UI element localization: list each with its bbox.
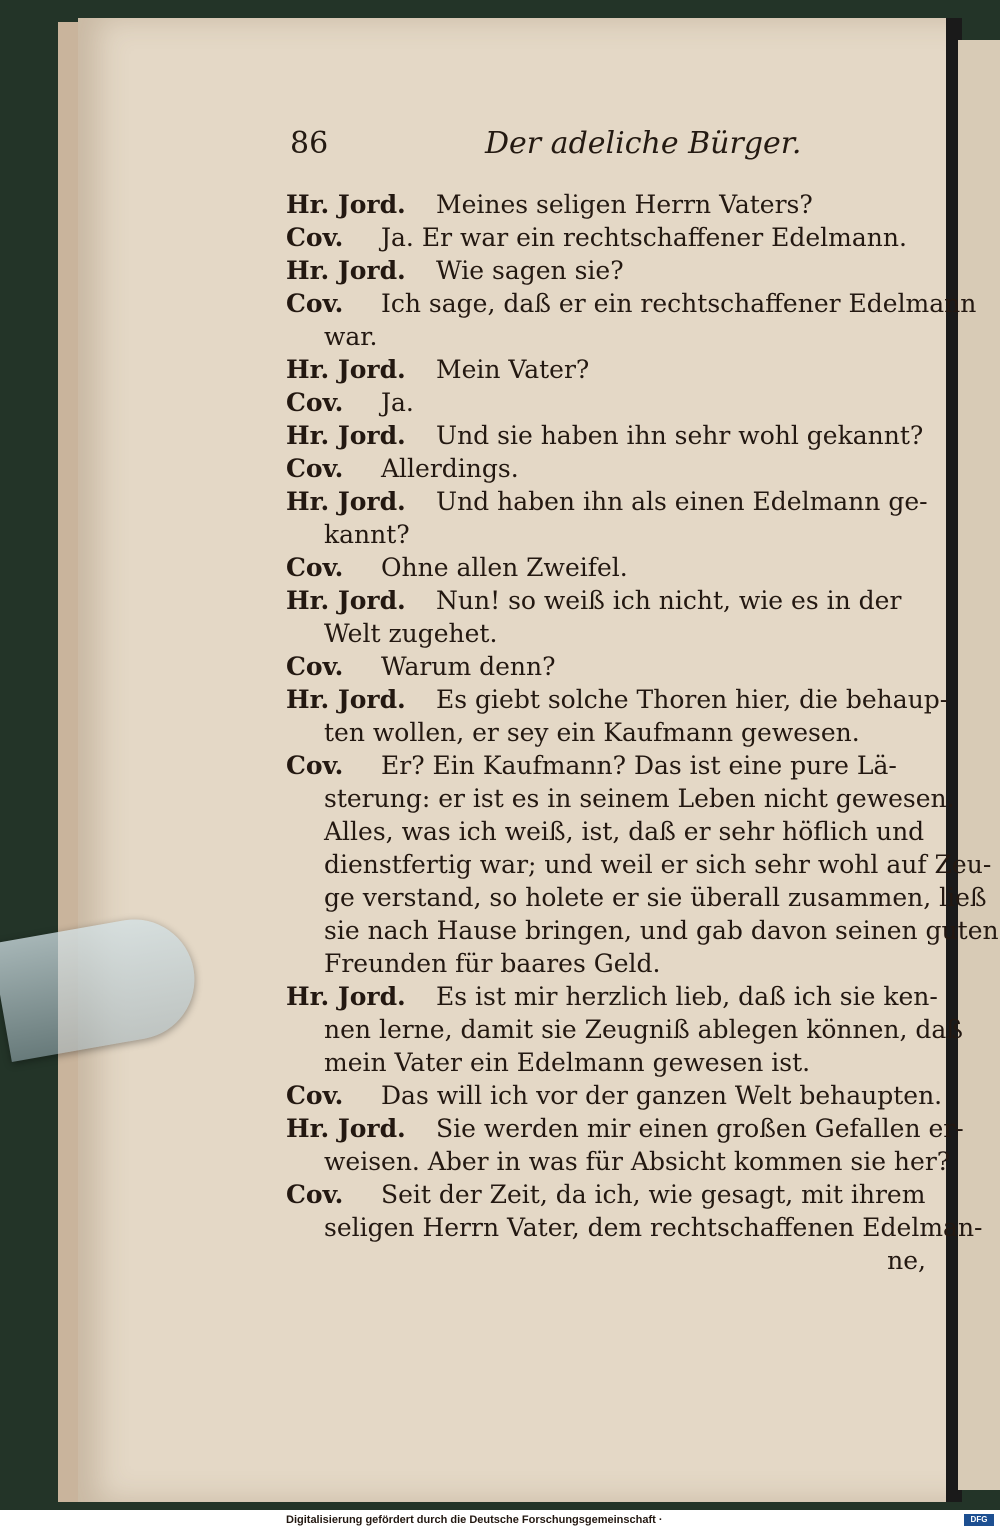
dialogue-text <box>286 188 999 1277</box>
line-text: mein Vater ein Edelmann gewesen ist. <box>324 1048 811 1077</box>
line-text: nen lerne, damit sie Zeugniß ablegen können, daß <box>324 1015 964 1044</box>
text-line <box>286 254 926 287</box>
running-title: Der adeliche Bürger. <box>485 126 802 161</box>
line-text: Es ist mir herzlich lieb, daß ich sie ken- <box>436 982 938 1011</box>
line-text: Meines seligen Herrn Vaters? <box>436 190 813 219</box>
speaker-name: Cov. <box>286 553 344 582</box>
line-text: kannt? <box>324 520 410 549</box>
text-line <box>286 188 926 221</box>
line-text: Ich sage, daß er ein rechtschaffener Edelmann <box>381 289 977 318</box>
line-text: Es giebt solche Thoren hier, die behaup- <box>436 685 949 714</box>
text-line <box>286 1079 943 1112</box>
text-line <box>286 914 999 947</box>
line-text: Welt zugehet. <box>324 619 498 648</box>
line-text: weisen. Aber in was für Absicht kommen sie her? <box>324 1147 951 1176</box>
footer-credit: Digitalisierung gefördert durch die Deutsche Forschungsgemeinschaft · <box>286 1514 663 1526</box>
line-text: ge verstand, so holete er sie überall zusammen, ließ <box>324 883 987 912</box>
speaker-name: Hr. Jord. <box>286 487 406 516</box>
line-text: Mein Vater? <box>436 355 590 384</box>
text-line <box>286 320 926 353</box>
speaker-name: Hr. Jord. <box>286 421 406 450</box>
text-line <box>286 221 926 254</box>
speaker-name: Cov. <box>286 388 344 417</box>
text-line <box>286 518 926 551</box>
speaker-name: Cov. <box>286 454 344 483</box>
text-line <box>286 749 926 782</box>
line-text: dienstfertig war; und weil er sich sehr wohl auf Zeu- <box>324 850 992 879</box>
line-text: Und sie haben ihn sehr wohl gekannt? <box>436 421 924 450</box>
text-line <box>286 1013 964 1046</box>
speaker-name: Hr. Jord. <box>286 1114 406 1143</box>
text-line <box>286 683 949 716</box>
line-text: Und haben ihn als einen Edelmann ge- <box>436 487 928 516</box>
text-line <box>286 716 926 749</box>
line-text: Nun! so weiß ich nicht, wie es in der <box>436 586 902 615</box>
line-text: Das will ich vor der ganzen Welt behaupten. <box>381 1081 943 1110</box>
line-text: sie nach Hause bringen, und gab davon seinen guten <box>324 916 999 945</box>
text-line <box>286 1211 983 1244</box>
page-number: 86 <box>290 126 329 161</box>
text-line <box>286 617 926 650</box>
text-line <box>286 980 938 1013</box>
speaker-name: Cov. <box>286 652 344 681</box>
line-text: Warum denn? <box>381 652 556 681</box>
text-line <box>286 650 926 683</box>
text-line <box>286 815 926 848</box>
text-line <box>286 1046 926 1079</box>
speaker-name: Cov. <box>286 751 344 780</box>
text-line <box>286 452 926 485</box>
speaker-name: Hr. Jord. <box>286 355 406 384</box>
text-line <box>286 584 926 617</box>
line-text: Ja. Er war ein rechtschaffener Edelmann. <box>381 223 907 252</box>
text-line <box>286 386 926 419</box>
text-line <box>286 287 977 320</box>
text-line <box>286 551 926 584</box>
text-line <box>286 881 987 914</box>
speaker-name: Hr. Jord. <box>286 190 406 219</box>
text-line <box>286 485 926 518</box>
speaker-name: Cov. <box>286 289 344 318</box>
speaker-name: Cov. <box>286 1081 344 1110</box>
line-text: Ohne allen Zweifel. <box>381 553 628 582</box>
line-text: war. <box>324 322 378 351</box>
line-text: Wie sagen sie? <box>436 256 624 285</box>
line-text: Alles, was ich weiß, ist, daß er sehr höflich und <box>324 817 925 846</box>
line-text: seligen Herrn Vater, dem rechtschaffenen Edelman- <box>324 1213 983 1242</box>
text-line <box>286 1112 964 1145</box>
line-text: Sie werden mir einen großen Gefallen er- <box>436 1114 964 1143</box>
speaker-name: Hr. Jord. <box>286 685 406 714</box>
speaker-name: Hr. Jord. <box>286 256 406 285</box>
speaker-name: Hr. Jord. <box>286 586 406 615</box>
line-text: Freunden für baares Geld. <box>324 949 661 978</box>
text-line <box>286 1145 951 1178</box>
line-text: Allerdings. <box>381 454 519 483</box>
text-line <box>286 353 926 386</box>
line-text: Er? Ein Kaufmann? Das ist eine pure Lä- <box>381 751 897 780</box>
line-text: Seit der Zeit, da ich, wie gesagt, mit ihrem <box>381 1180 926 1209</box>
digitization-footer <box>0 1510 1000 1531</box>
text-line <box>286 848 992 881</box>
line-text: sterung: er ist es in seinem Leben nicht gewesen. <box>324 784 955 813</box>
text-line <box>286 947 926 980</box>
catchword: ne, <box>887 1246 926 1275</box>
text-line <box>286 782 955 815</box>
speaker-name: Cov. <box>286 223 344 252</box>
speaker-name: Cov. <box>286 1180 344 1209</box>
text-line <box>286 1178 926 1211</box>
line-text: Ja. <box>381 388 414 417</box>
line-text: ten wollen, er sey ein Kaufmann gewesen. <box>324 718 860 747</box>
facing-page-edge <box>958 40 1000 1490</box>
page-header <box>290 126 910 176</box>
speaker-name: Hr. Jord. <box>286 982 406 1011</box>
text-line <box>286 419 926 452</box>
dfg-logo: DFG <box>964 1514 994 1526</box>
